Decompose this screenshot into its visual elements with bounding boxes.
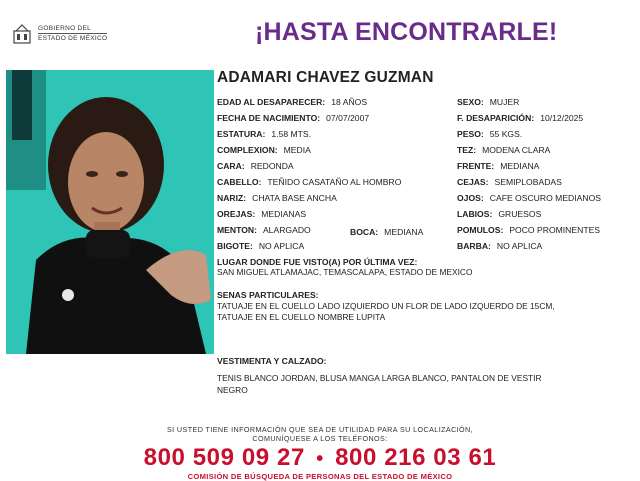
- field-lips: LABIOS: GRUESOS: [457, 209, 542, 219]
- commission-footer: COMISIÓN DE BÚSQUEDA DE PERSONAS DEL ESTADO DE MÉXICO: [187, 472, 453, 481]
- field-mustache: BIGOTE: NO APLICA: [217, 241, 305, 251]
- field-nose: NARIZ: CHATA BASE ANCHA: [217, 193, 337, 203]
- coat-of-arms-icon: [12, 23, 32, 45]
- field-height: ESTATURA: 1.58 MTS.: [217, 129, 312, 139]
- headline: ¡HASTA ENCONTRARLE!: [255, 18, 558, 46]
- clothing-line2: NEGRO: [217, 385, 248, 395]
- particular-marks-title: SENAS PARTICULARES:: [217, 290, 319, 300]
- separator-dot: •: [316, 448, 324, 470]
- field-birthdate: FECHA DE NACIMIENTO: 07/07/2007: [217, 113, 370, 123]
- field-mouth: BOCA: MEDIANA: [350, 227, 424, 237]
- government-logo: [12, 20, 122, 48]
- contact-info-line2: COMUNÍQUESE A LOS TELÉFONOS:: [252, 434, 388, 443]
- field-eyebrows: CEJAS: SEMIPLOBADAS: [457, 177, 562, 187]
- logo-line1: GOBIERNO DEL: [38, 25, 92, 32]
- person-name: ADAMARI CHAVEZ GUZMAN: [217, 69, 434, 86]
- field-disappearance-date: F. DESAPARICIÓN: 10/12/2025: [457, 113, 584, 123]
- field-hair: CABELLO: TEÑIDO CASATAÑO AL HOMBRO: [217, 177, 402, 187]
- field-sex: SEXO: MUJER: [457, 97, 520, 107]
- particular-marks-line2: TATUAJE EN EL CUELLO NOMBRE LUPITA: [217, 312, 386, 322]
- contact-info-line1: SI USTED TIENE INFORMACIÓN QUE SEA DE UTILIDAD PARA SU LOCALIZACIÓN,: [166, 425, 474, 434]
- clothing-line1: TENIS BLANCO JORDAN, BLUSA MANGA LARGA BLANCO, PANTALON DE VESTIR: [217, 373, 542, 383]
- field-ears: OREJAS: MEDIANAS: [217, 209, 307, 219]
- phone-number-2[interactable]: 800 216 03 61: [335, 444, 497, 471]
- last-seen-text: SAN MIGUEL ATLAMAJAC, TEMASCALAPA, ESTADO DE MEXICO: [217, 267, 473, 277]
- field-age: EDAD AL DESAPARECER: 18 AÑOS: [217, 97, 368, 107]
- field-eyes: OJOS: CAFE OSCURO MEDIANOS: [457, 193, 602, 203]
- field-forehead: FRENTE: MEDIANA: [457, 161, 540, 171]
- missing-person-photo: [6, 70, 214, 354]
- clothing-title: VESTIMENTA Y CALZADO:: [217, 356, 327, 366]
- field-chin: MENTON: ALARGADO: [217, 225, 311, 235]
- logo-line2: ESTADO DE MÉXICO: [38, 35, 108, 42]
- field-skin: TEZ: MODENA CLARA: [457, 145, 551, 155]
- field-face: CARA: REDONDA: [217, 161, 294, 171]
- phone-number-1[interactable]: 800 509 09 27: [143, 444, 305, 471]
- phone-numbers: [0, 444, 640, 472]
- particular-marks-line1: TATUAJE EN EL CUELLO LADO IZQUIERDO UN FLOR DE LADO IZQUERDO DE 15CM,: [217, 301, 555, 311]
- field-cheekbones: POMULOS: POCO PROMINENTES: [457, 225, 601, 235]
- field-beard: BARBA: NO APLICA: [457, 241, 543, 251]
- last-seen-title: LUGAR DONDE FUE VISTO(A) POR ÚLTIMA VEZ:: [217, 257, 418, 267]
- field-complexion: COMPLEXION: MEDIA: [217, 145, 311, 155]
- field-weight: PESO: 55 KGS.: [457, 129, 523, 139]
